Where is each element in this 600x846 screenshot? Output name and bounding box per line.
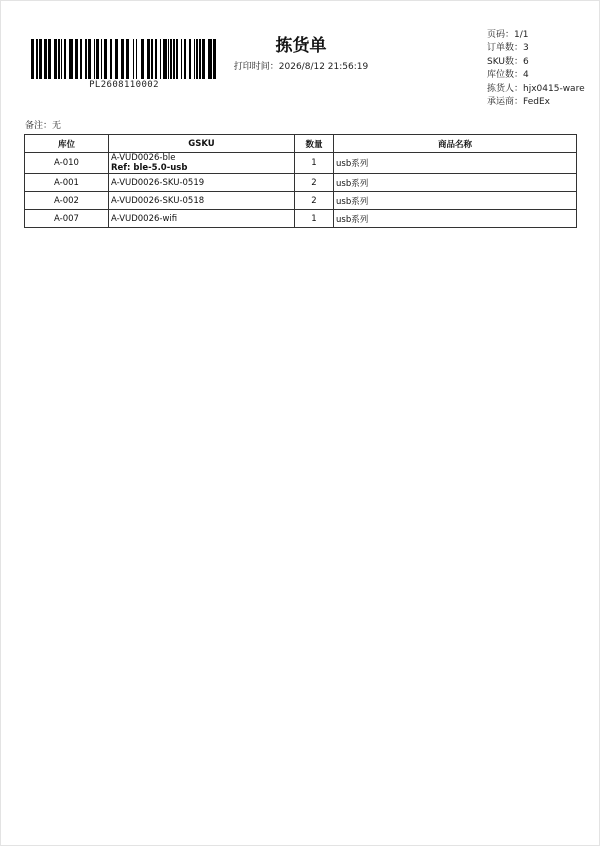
barcode-bar <box>194 39 195 79</box>
info-label: 承运商： <box>487 97 524 108</box>
info-order-count <box>487 42 585 55</box>
cell-location: A-001 <box>25 174 109 192</box>
barcode-bar <box>176 39 178 79</box>
barcode-bar <box>181 39 182 79</box>
barcode-bar <box>173 39 175 79</box>
table-header-row <box>25 135 577 153</box>
barcode-bar <box>64 39 66 79</box>
cell-product-name: usb系列 <box>334 174 577 192</box>
page-title: 拣货单 <box>275 36 327 56</box>
barcode-bar <box>121 39 124 79</box>
barcode-bar <box>141 39 144 79</box>
barcode-bar <box>75 39 78 79</box>
gsku-ref: Ref: ble-5.0-usb <box>111 163 188 173</box>
cell-gsku <box>109 153 295 174</box>
barcode-bar <box>36 39 38 79</box>
column-header-gsku: GSKU <box>109 135 295 153</box>
table-row <box>25 192 577 210</box>
barcode-bar <box>39 39 42 79</box>
barcode-bar <box>80 39 82 79</box>
column-header-location: 库位 <box>25 135 109 153</box>
info-label: 库位数： <box>487 70 524 81</box>
cell-gsku: A-VUD0026-SKU-0519 <box>109 174 295 192</box>
barcode-bar <box>202 39 205 79</box>
info-value: 1/1 <box>514 30 529 40</box>
table-row <box>25 174 577 192</box>
barcode-bar <box>151 39 153 79</box>
cell-gsku: A-VUD0026-SKU-0518 <box>109 192 295 210</box>
remark: 备注：无 <box>25 121 62 131</box>
info-value: 6 <box>522 56 529 67</box>
pick-table <box>24 134 577 228</box>
info-sku-count <box>487 56 585 69</box>
cell-quantity: 1 <box>295 153 334 174</box>
barcode-bar <box>115 39 118 79</box>
cell-product-name: usb系列 <box>334 210 577 228</box>
barcode-bar <box>44 39 47 79</box>
barcode-bar <box>101 39 102 79</box>
barcode-block <box>31 39 217 90</box>
barcode-bar <box>189 39 191 79</box>
cell-quantity: 1 <box>295 210 334 228</box>
info-carrier <box>487 96 585 109</box>
barcode-bar <box>155 39 157 79</box>
cell-gsku: A-VUD0026-wifi <box>109 210 295 228</box>
barcode-bar <box>85 39 87 79</box>
cell-product-name: usb系列 <box>334 192 577 210</box>
cell-quantity: 2 <box>295 192 334 210</box>
cell-location: A-002 <box>25 192 109 210</box>
info-value: 3 <box>523 43 529 54</box>
barcode-bar <box>58 39 60 79</box>
barcode-bar <box>96 39 99 79</box>
cell-product-name: usb系列 <box>334 153 577 174</box>
barcode-bar <box>61 39 62 79</box>
info-label: 拣货人： <box>487 83 524 94</box>
info-value: FedEx <box>523 97 550 108</box>
barcode-bar <box>170 39 172 79</box>
column-header-quantity: 数量 <box>295 135 334 153</box>
barcode-bar <box>168 39 169 79</box>
info-label: 页码： <box>487 30 515 40</box>
barcode-bar <box>48 39 51 79</box>
barcode-bar <box>126 39 129 79</box>
summary-info <box>487 29 585 109</box>
barcode-bar <box>133 39 134 79</box>
barcode-bar <box>160 39 161 79</box>
barcode-bar <box>208 39 212 79</box>
info-label: SKU数： <box>487 56 523 67</box>
barcode-bar <box>184 39 186 79</box>
table-row <box>25 210 577 228</box>
barcode-number: PL2608110002 <box>89 80 159 90</box>
barcode-bar <box>104 39 107 79</box>
barcode-bar <box>110 39 112 79</box>
info-label: 订单数： <box>487 43 524 54</box>
barcode-bar <box>213 39 216 79</box>
info-value: 4 <box>523 70 529 81</box>
barcode-bar <box>136 39 137 79</box>
info-picker <box>487 83 585 96</box>
info-value: hjx0415-ware <box>523 83 585 94</box>
gsku-value: A-VUD0026-ble <box>111 153 176 163</box>
info-location-count <box>487 69 585 82</box>
barcode-bar <box>54 39 57 79</box>
column-header-product-name: 商品名称 <box>334 135 577 153</box>
barcode-bar <box>199 39 201 79</box>
barcode-bar <box>94 39 95 79</box>
barcode-bar <box>147 39 150 79</box>
barcode-bar <box>163 39 167 79</box>
info-page <box>487 29 585 42</box>
barcode-bar <box>69 39 73 79</box>
table-row <box>25 153 577 174</box>
print-time: 打印时间：2026/8/12 21:56:19 <box>233 62 369 72</box>
barcode-bar <box>31 39 34 79</box>
barcode-bar <box>88 39 91 79</box>
barcode-bar <box>196 39 198 79</box>
cell-location: A-010 <box>25 153 109 174</box>
cell-quantity: 2 <box>295 174 334 192</box>
barcode-image <box>31 39 217 79</box>
cell-location: A-007 <box>25 210 109 228</box>
